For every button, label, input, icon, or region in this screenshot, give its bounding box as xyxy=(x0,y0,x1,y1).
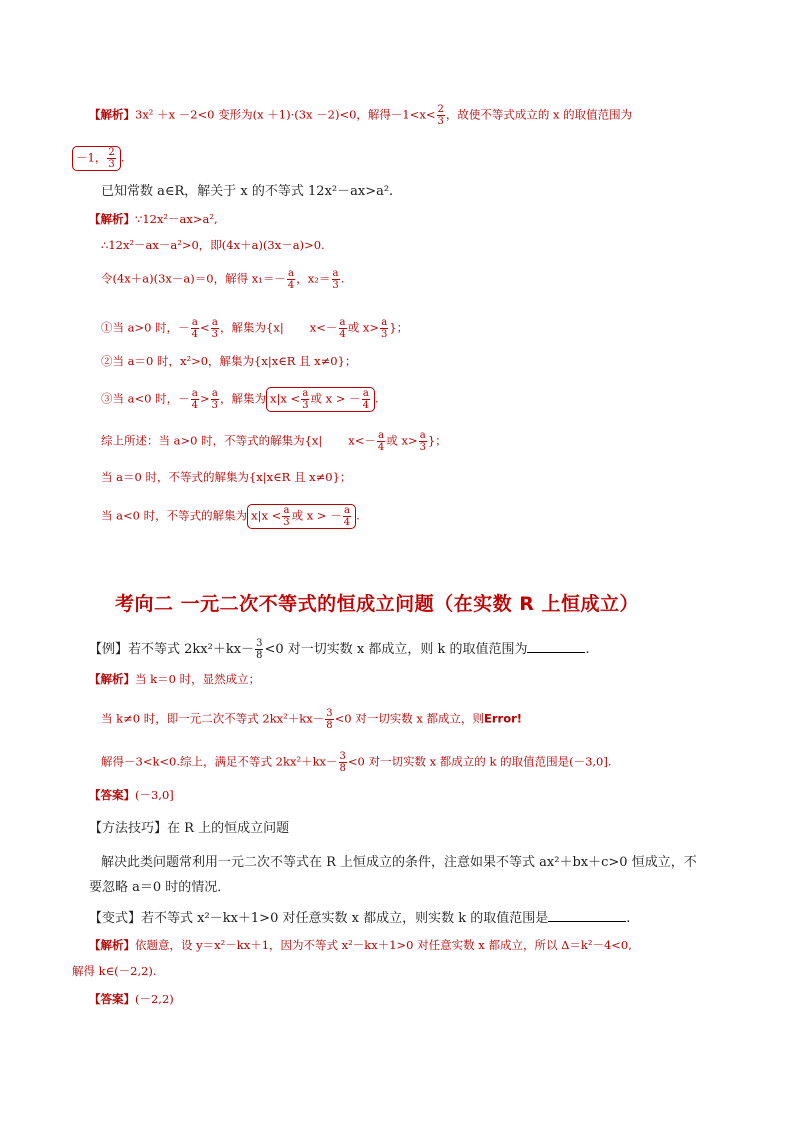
frac-den: 4 xyxy=(377,442,385,453)
answer-value: (－3,0] xyxy=(135,788,174,802)
example-answer xyxy=(89,790,174,802)
case-text: < xyxy=(200,320,210,335)
fraction xyxy=(282,505,290,528)
analysis-text: 解得－3<k<0.综上，满足不等式 2kx²＋kx－ xyxy=(101,754,338,769)
fraction xyxy=(211,317,219,340)
solution-line-3 xyxy=(101,268,344,291)
case-2: ②当 a＝0 时，x²>0，解集为{x|x∈R 且 x≠0}； xyxy=(101,354,357,368)
frac-den: 3 xyxy=(380,329,388,340)
fraction xyxy=(380,317,388,340)
fraction xyxy=(287,268,295,291)
summary-text: 或 x> xyxy=(386,433,418,448)
case-text: x<－ xyxy=(309,320,338,335)
frac-den: 4 xyxy=(339,329,346,340)
frac-num: a xyxy=(191,388,198,399)
variant-text: . xyxy=(626,911,631,926)
summary-3 xyxy=(101,504,360,529)
frac-den: 4 xyxy=(362,400,369,411)
example-line xyxy=(89,638,590,661)
answer-blank xyxy=(548,920,626,922)
summary-text: . xyxy=(356,508,360,523)
variant-analysis-2: 解得 k∈(－2,2). xyxy=(72,964,157,978)
analysis-text: ，故使不等式成立的 x 的取值范围为 xyxy=(445,107,633,122)
frac-den: 8 xyxy=(326,720,333,731)
frac-den: 3 xyxy=(437,116,444,127)
set-text: x|x < xyxy=(251,508,282,523)
frac-num: a xyxy=(283,505,290,516)
fraction xyxy=(107,147,115,170)
frac-den: 4 xyxy=(191,329,198,340)
solution-set xyxy=(266,387,375,412)
frac-num: a xyxy=(302,388,309,399)
analysis-line-1 xyxy=(89,104,632,127)
solution-set xyxy=(247,504,356,529)
solution-text: ，x₂＝ xyxy=(296,271,331,286)
frac-den: 3 xyxy=(332,280,339,291)
example-text: <0 对一切实数 x 都成立，则 k 的取值范围为 xyxy=(264,642,528,657)
fraction xyxy=(325,708,333,731)
method-paragraph-2: 要忽略 a＝0 时的情况． xyxy=(89,880,231,895)
period: . xyxy=(120,150,125,165)
analysis-text: 当 k＝0 时，显然成立； xyxy=(135,672,261,686)
frac-num: a xyxy=(288,268,295,279)
method-title xyxy=(89,822,289,835)
case-text: > xyxy=(200,391,210,406)
frac-num: a xyxy=(332,268,339,279)
fraction xyxy=(211,388,219,411)
analysis-text: <0 对一切实数 x 都成立的 k 的取值范围是(－3,0]. xyxy=(347,754,612,769)
method-text: 在 R 上的恒成立问题 xyxy=(167,821,290,836)
analysis-text: 当 k≠0 时，即一元二次不等式 2kx²＋kx－ xyxy=(101,711,325,726)
summary-2: 当 a＝0 时，不等式的解集为{x|x∈R 且 x≠0}； xyxy=(101,470,352,484)
frac-den: 3 xyxy=(283,517,290,528)
analysis-tag: 【解析】 xyxy=(89,107,135,122)
frac-den: 8 xyxy=(256,650,263,661)
example-analysis-3 xyxy=(101,751,612,774)
answer-blank xyxy=(527,651,585,653)
example-text: . xyxy=(585,642,590,657)
interval-text: －1， xyxy=(76,150,107,165)
frac-den: 3 xyxy=(419,442,426,453)
fraction xyxy=(331,268,339,291)
set-text: x|x < xyxy=(270,391,301,406)
fraction xyxy=(255,638,263,661)
fraction xyxy=(419,430,427,453)
summary-text: }； xyxy=(427,433,447,448)
fraction xyxy=(343,505,351,528)
variant-text: 若不等式 x²－kx＋1>0 对任意实数 x 都成立，则实数 k 的取值范围是 xyxy=(141,911,549,926)
solution-text: . xyxy=(340,271,345,286)
fraction xyxy=(437,104,445,127)
frac-num: a xyxy=(378,430,385,441)
variant-analysis-1 xyxy=(89,940,632,952)
case-text: 或 x> xyxy=(347,320,379,335)
method-tag: 【方法技巧】 xyxy=(89,821,168,836)
case-text: . xyxy=(375,391,379,406)
case-text: }； xyxy=(389,320,409,335)
frac-num: a xyxy=(362,388,369,399)
case-1 xyxy=(101,317,408,340)
frac-den: 3 xyxy=(211,400,219,411)
summary-1 xyxy=(101,430,447,453)
frac-den: 3 xyxy=(302,400,309,411)
frac-num: 3 xyxy=(326,708,333,719)
fraction xyxy=(301,388,309,411)
fraction xyxy=(191,388,199,411)
frac-den: 3 xyxy=(211,329,219,340)
summary-text: 当 a<0 时，不等式的解集为 xyxy=(101,508,248,523)
example-text: 若不等式 2kx²＋kx－ xyxy=(128,642,255,657)
case-text: ，解集为{x| xyxy=(220,320,284,335)
analysis-line-2 xyxy=(72,146,124,171)
frac-num: a xyxy=(191,317,198,328)
example-analysis-2 xyxy=(101,708,522,731)
solution-line-1 xyxy=(89,214,218,226)
interval xyxy=(72,146,121,171)
case-text: ①当 a>0 时，－ xyxy=(101,320,190,335)
summary-text: x<－ xyxy=(348,433,376,448)
section-heading: 考向二 一元二次不等式的恒成立问题（在实数 R 上恒成立） xyxy=(115,593,639,615)
frac-num: a xyxy=(343,505,350,516)
fraction xyxy=(191,317,199,340)
case-text: ③当 a<0 时，－ xyxy=(101,391,190,406)
frac-den: 4 xyxy=(343,517,351,528)
summary-text: 综上所述：当 a>0 时，不等式的解集为{x| xyxy=(101,433,323,448)
case-text: ，解集为 xyxy=(220,391,267,406)
frac-num: 2 xyxy=(108,147,115,158)
answer-value: (－2,2) xyxy=(135,992,174,1006)
frac-num: 3 xyxy=(256,638,263,649)
set-text: 或 x > － xyxy=(310,391,361,406)
frac-num: a xyxy=(211,317,218,328)
set-text: 或 x > － xyxy=(291,508,342,523)
frac-num: a xyxy=(381,317,388,328)
frac-num: 3 xyxy=(339,751,346,762)
frac-den: 8 xyxy=(339,763,346,774)
error-text: Error! xyxy=(484,711,523,726)
solution-text: 令(4x＋a)(3x－a)＝0，解得 x₁＝－ xyxy=(101,271,286,286)
method-paragraph-1: 解决此类问题常利用一元二次不等式在 R 上恒成立的条件，注意如果不等式 ax²＋bx＋c>0 恒成立，不 xyxy=(101,855,697,870)
frac-den: 4 xyxy=(287,280,295,291)
example-tag: 【例】 xyxy=(89,642,129,657)
fraction xyxy=(339,751,347,774)
fraction xyxy=(377,430,385,453)
analysis-tag: 【解析】 xyxy=(89,672,135,686)
analysis-text: <0 对一切实数 x 都成立，则 xyxy=(334,711,485,726)
frac-num: 2 xyxy=(437,104,444,115)
fraction xyxy=(338,317,346,340)
solution-text: ∵12x²－ax>a², xyxy=(135,212,218,226)
analysis-tag: 【解析】 xyxy=(89,212,135,226)
frac-den: 4 xyxy=(191,400,198,411)
frac-num: a xyxy=(211,388,218,399)
solution-line-2: ∴12x²－ax－a²>0，即(4x＋a)(3x－a)>0. xyxy=(101,238,325,252)
analysis-tag: 【解析】 xyxy=(89,938,135,952)
frac-num: a xyxy=(419,430,426,441)
case-3 xyxy=(101,387,379,412)
problem-statement: 已知常数 a∈R，解关于 x 的不等式 12x²－ax>a². xyxy=(101,184,394,199)
example-analysis-1 xyxy=(89,674,260,686)
analysis-text: 3x² ＋x －2<0 变形为(x ＋1)·(3x －2)<0，解得－1<x< xyxy=(135,107,436,122)
fraction xyxy=(362,388,370,411)
answer-tag: 【答案】 xyxy=(89,992,135,1006)
frac-den: 3 xyxy=(108,159,115,170)
answer-tag: 【答案】 xyxy=(89,788,135,802)
frac-num: a xyxy=(339,317,346,328)
variant-answer xyxy=(89,994,174,1006)
analysis-text: 依题意，设 y＝x²－kx＋1，因为不等式 x²－kx＋1>0 对任意实数 x 都成立，所以 Δ＝k²－4<0, xyxy=(135,938,632,952)
variant-tag: 【变式】 xyxy=(89,911,142,926)
variant-line xyxy=(89,912,630,925)
